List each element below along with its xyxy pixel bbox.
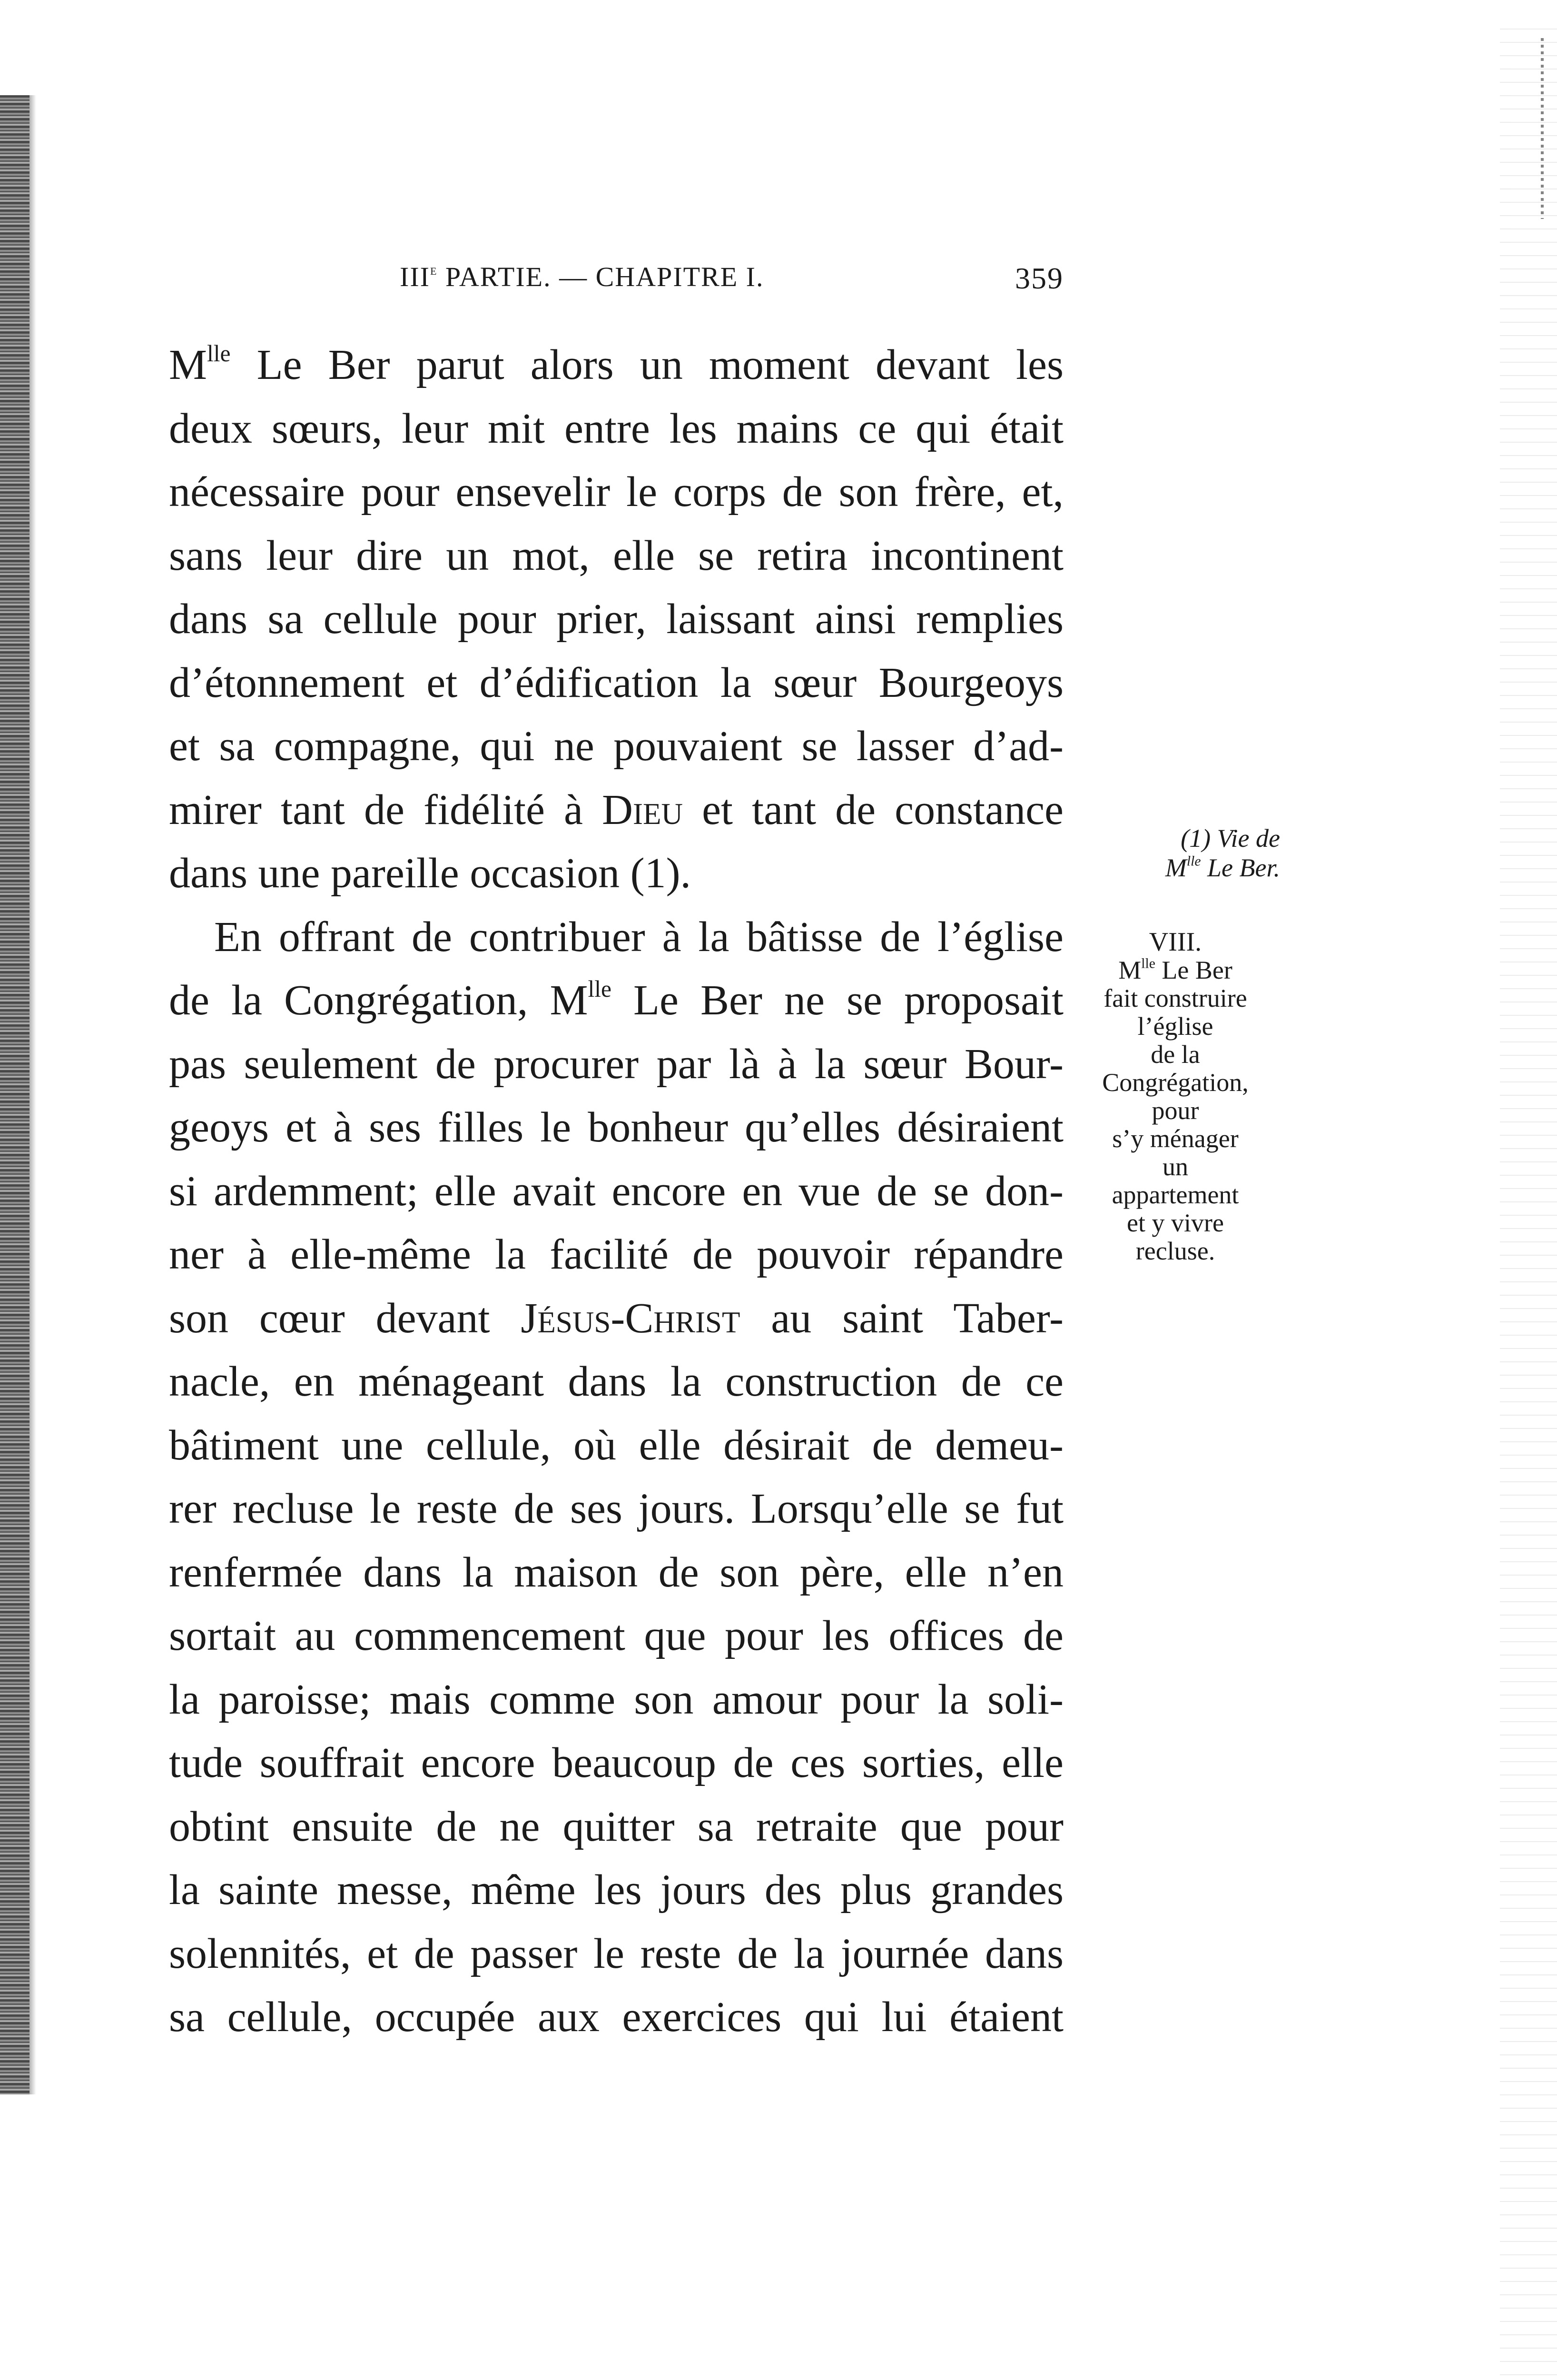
text-line: la paroisse; mais comme son amour pour la soli- bbox=[169, 1676, 1064, 1723]
text-span: Le Ber. bbox=[1201, 853, 1280, 882]
paragraph-last-line: dans une pareille occasion (1). bbox=[169, 850, 691, 897]
text-span: Le Ber parut alors un moment devant les bbox=[230, 341, 1064, 388]
margin-footnote bbox=[1071, 823, 1280, 883]
summary-line: et y vivre bbox=[1127, 1209, 1224, 1237]
text-span: Le Ber bbox=[1155, 956, 1232, 984]
small-caps-word: Dieu bbox=[602, 786, 683, 833]
text-line: et sa compagne, qui ne pouvaient se lasser d’ad- bbox=[169, 723, 1064, 770]
running-head bbox=[169, 261, 1064, 299]
footnote-line: (1) Vie de bbox=[1181, 824, 1280, 853]
text-line: nécessaire pour ensevelir le corps de son frère, et, bbox=[169, 468, 1064, 516]
text-span: M bbox=[1118, 956, 1142, 984]
text-line: solennités, et de passer le reste de la journée dans bbox=[169, 1930, 1064, 1977]
small-caps-word: Jésus-Christ bbox=[521, 1294, 740, 1342]
text-span: son cœur devant bbox=[169, 1294, 521, 1342]
summary-line bbox=[1071, 956, 1280, 984]
text-line: dans sa cellule pour prier, laissant ainsi remplies bbox=[169, 595, 1064, 643]
running-head-title bbox=[400, 261, 764, 293]
text-line: si ardemment; elle avait encore en vue de se don- bbox=[169, 1167, 1064, 1215]
text-line: la sainte messe, même les jours des plus grandes bbox=[169, 1866, 1064, 1914]
text-line: obtint ensuite de ne quitter sa retraite que pour bbox=[169, 1803, 1064, 1850]
summary-line: Congrégation, bbox=[1102, 1068, 1249, 1097]
summary-line: de la bbox=[1151, 1040, 1200, 1069]
summary-line: recluse. bbox=[1135, 1237, 1215, 1265]
part-suffix: e bbox=[430, 261, 438, 278]
text-line bbox=[169, 778, 1064, 842]
text-line: sortait au commencement que pour les offices de bbox=[169, 1612, 1064, 1659]
footnote-line bbox=[1071, 853, 1280, 883]
text-line: sa cellule, occupée aux exercices qui lui étaient bbox=[169, 1993, 1064, 2041]
text-line: nacle, en ménageant dans la construction de ce bbox=[169, 1358, 1064, 1405]
text-line: pas seulement de procurer par là à la sœur Bour- bbox=[169, 1040, 1064, 1088]
text-span: mirer tant de fidélité à bbox=[169, 786, 602, 833]
summary-line: un bbox=[1163, 1152, 1188, 1181]
text-line: renfermée dans la maison de son père, elle n’en bbox=[169, 1548, 1064, 1596]
margin-summary bbox=[1071, 928, 1280, 1265]
text-line bbox=[169, 1287, 1064, 1350]
text-line bbox=[169, 969, 1064, 1032]
summary-line: appartement bbox=[1112, 1180, 1239, 1209]
superscript: lle bbox=[588, 975, 611, 1002]
page-edge-speckle bbox=[1500, 29, 1557, 2380]
superscript: lle bbox=[1186, 853, 1201, 869]
summary-line: l’église bbox=[1137, 1012, 1213, 1041]
text-line bbox=[169, 333, 1064, 397]
superscript: lle bbox=[207, 340, 231, 367]
body-text bbox=[169, 333, 1064, 2049]
superscript: lle bbox=[1141, 956, 1155, 972]
text-span: Le Ber ne se proposait bbox=[611, 977, 1064, 1024]
text-line: rer recluse le reste de ses jours. Lorsqu’elle se fut bbox=[169, 1485, 1064, 1532]
summary-line: s’y ménager bbox=[1112, 1124, 1239, 1153]
text-line: geoys et à ses filles le bonheur qu’elles désiraient bbox=[169, 1104, 1064, 1151]
part-numeral: III bbox=[400, 261, 430, 292]
text-span: M bbox=[1165, 853, 1187, 882]
page-number: 359 bbox=[1015, 261, 1064, 295]
text-line: deux sœurs, leur mit entre les mains ce qui était bbox=[169, 405, 1064, 452]
text-span: M bbox=[169, 341, 207, 388]
text-line: ner à elle-même la facilité de pouvoir répandre bbox=[169, 1231, 1064, 1278]
text-line: bâtiment une cellule, où elle désirait de demeu- bbox=[169, 1421, 1064, 1469]
text-line: sans leur dire un mot, elle se retira incontinent bbox=[169, 532, 1064, 579]
summary-line: fait construire bbox=[1104, 984, 1247, 1012]
binding-edge bbox=[0, 95, 30, 2094]
paragraph-first-line: En offrant de contribuer à la bâtisse de l’église bbox=[214, 913, 1064, 961]
text-line: d’étonnement et d’édification la sœur Bourgeoys bbox=[169, 659, 1064, 706]
text-line: tude souffrait encore beaucoup de ces sorties, elle bbox=[169, 1739, 1064, 1786]
text-span: au saint Taber- bbox=[740, 1294, 1064, 1342]
chapter-title: PARTIE. — CHAPITRE I. bbox=[437, 261, 764, 292]
section-number: VIII. bbox=[1149, 927, 1202, 957]
summary-line: pour bbox=[1152, 1096, 1199, 1125]
text-span: et tant de constance bbox=[683, 786, 1064, 833]
text-span: de la Congrégation, M bbox=[169, 977, 588, 1024]
